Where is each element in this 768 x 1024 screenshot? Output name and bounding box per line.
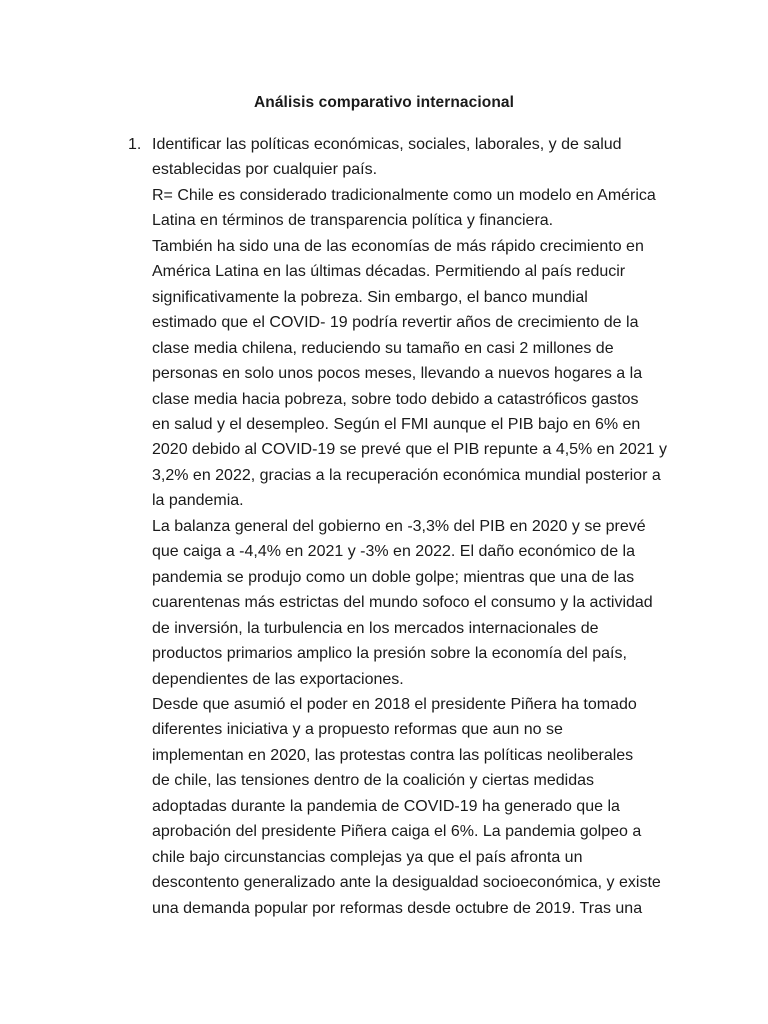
text-line: Identificar las políticas económicas, sociales, laborales, y de salud [152, 136, 622, 153]
text-line: clase media chilena, reduciendo su tamaño en casi 2 millones de [152, 339, 614, 357]
text-line: implementan en 2020, las protestas contra las políticas neoliberales [152, 746, 634, 764]
text-line: productos primarios amplico la presión sobre la economía del país, [152, 645, 627, 663]
text-line: dependientes de las exportaciones. [152, 670, 404, 688]
text-line: También ha sido una de las economías de más rápido crecimiento en [152, 237, 644, 255]
text-line: la pandemia. [152, 492, 244, 510]
text-line: una demanda popular por reformas desde octubre de 2019. Tras una [152, 899, 643, 917]
text-line: pandemia se produjo como un doble golpe; mientras que una de las [152, 568, 635, 586]
text-line: R= Chile es considerado tradicionalmente como un modelo en América [152, 186, 656, 204]
text-line: chile bajo circunstancias complejas ya que el país afronta un [152, 848, 583, 866]
text-line: significativamente la pobreza. Sin embargo, el banco mundial [152, 288, 588, 306]
text-line: personas en solo unos pocos meses, llevando a nuevos hogares a la [152, 365, 643, 383]
text-line: que caiga a -4,4% en 2021 y -3% en 2022. El daño económico de la [152, 543, 635, 561]
text-line: clase media hacia pobreza, sobre todo debido a catastróficos gastos [152, 390, 639, 408]
text-line: aprobación del presidente Piñera caiga el 6%. La pandemia golpeo a [152, 823, 642, 841]
text-line: Latina en términos de transparencia política y financiera. [152, 212, 554, 230]
text-line: 3,2% en 2022, gracias a la recuperación económica mundial posterior a [152, 466, 661, 484]
list-item-body [152, 132, 668, 921]
text-line: diferentes iniciativa y a propuesto reformas que aun no se [152, 721, 563, 739]
text-line: descontento generalizado ante la desigualdad socioeconómica, y existe [152, 874, 661, 892]
list-item-number: 1. [128, 136, 142, 153]
text-line: estimado que el COVID- 19 podría revertir años de crecimiento de la [152, 314, 639, 332]
text-line: establecidas por cualquier país. [152, 161, 378, 179]
text-line: América Latina en las últimas décadas. Permitiendo al país reducir [152, 263, 626, 281]
text-line: Desde que asumió el poder en 2018 el presidente Piñera ha tomado [152, 695, 637, 713]
text-line: La balanza general del gobierno en -3,3% del PIB en 2020 y se prevé [152, 517, 646, 535]
document-title: Análisis comparativo internacional [253, 94, 515, 111]
text-line: en salud y el desempleo. Según el FMI aunque el PIB bajo en 6% en [152, 415, 641, 433]
text-line: 2020 debido al COVID-19 se prevé que el PIB repunte a 4,5% en 2021 y [152, 441, 668, 459]
text-line: de chile, las tensiones dentro de la coalición y ciertas medidas [152, 772, 595, 790]
text-line: cuarentenas más estrictas del mundo sofoco el consumo y la actividad [152, 594, 653, 612]
text-line: de inversión, la turbulencia en los mercados internacionales de [152, 619, 599, 637]
text-line: adoptadas durante la pandemia de COVID-19 ha generado que la [152, 797, 620, 815]
